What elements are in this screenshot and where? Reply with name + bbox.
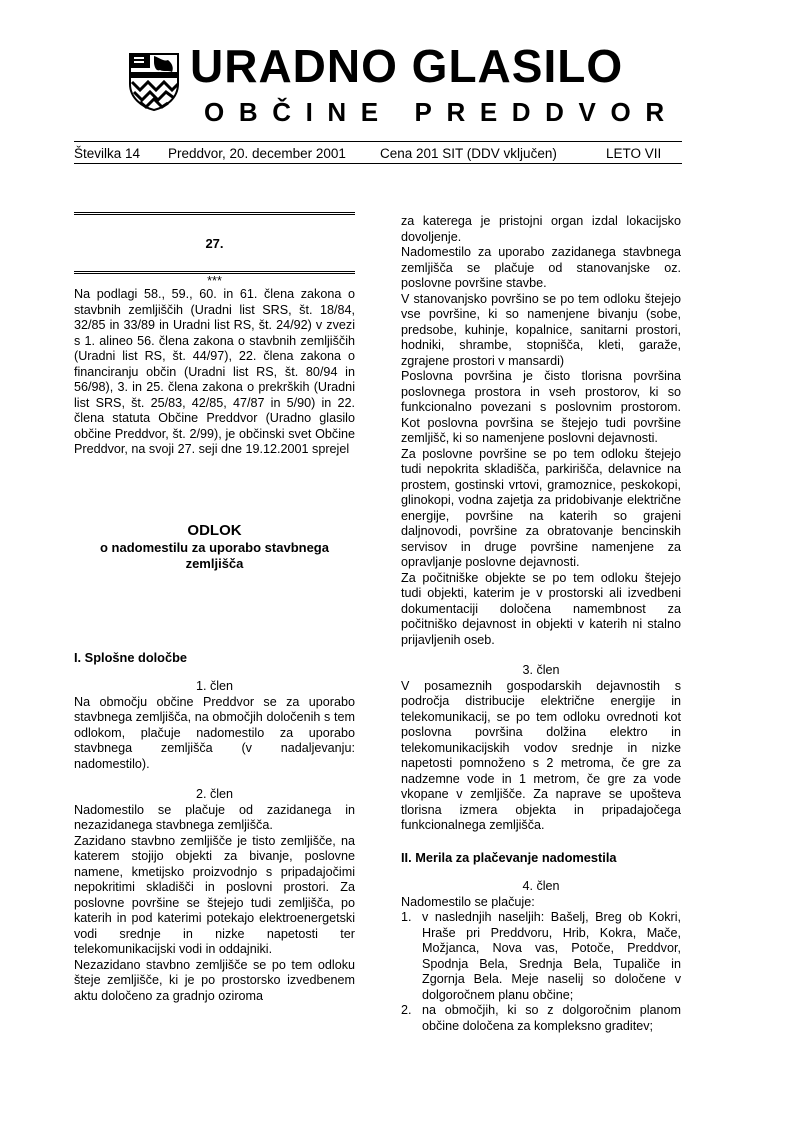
preamble: Na podlagi 58., 59., 60. in 61. člena zakona o stavbnih zemljiščih (Uradni list SRS, št. 18/84, 32/85 in 33/89 in Uradni list RS, št. 24/92) v zvezi s 1. alineo 56. člena zakona o stavbnih zemljiščih (Uradni list RS, št. 44/97), 22. člena zakona o financiranju občin (Uradni list RS, št. 80/94 in 56/98), 3. in 25. člena zakona o prekrških (Uradni list SRS, št. 25/83, 42/85, 47/87 in 5/90) in 22. člena statuta Občine Preddvor (Uradno glasilo občine Preddvor, št. 2/99), je občinski svet Občine Preddvor, na svoji 27. seji dne 19.12.2001 sprejel: [74, 287, 355, 456]
section-heading-criteria: II. Merila za plačevanje nadomestila: [401, 849, 617, 865]
article-1-text: Na območju občine Preddvor se za uporabo stavbnega zemljišča, na območjih določenih s tem odlokom, plačuje nadomestilo za uporabo stavbnega zemljišča (v nadaljevanju: nadomestilo).: [74, 694, 355, 771]
paragraph-location-permit: za katerega je pristojni organ izdal lokacijsko dovoljenje.: [401, 214, 681, 244]
right-column: [401, 214, 681, 1034]
article-2-paragraph-1: Nadomestilo se plačuje od zazidanega in nezazidanega stavbnega zemljišča.: [74, 802, 355, 832]
article-3-heading: 3. člen: [522, 663, 560, 677]
header-rule-bottom: [74, 163, 682, 164]
masthead-subtitle: OBČINE PREDDVOR: [204, 97, 679, 127]
list-item-text: v naslednjih naseljih: Bašelj, Breg ob Kokri, Hraše pri Preddvoru, Hrib, Kokra, Mače, Možjanca, Nova vas, Potoče, Preddvor, Spodnja Bela, Srednja Bela, Tupaliče in Zgornja Bela. Meje naselij so določene v dolgoročnem planu občine;: [422, 910, 681, 1002]
paragraph-business-surfaces: Za poslovne površine se po tem odloku štejejo tudi nepokrita skladišča, parkirišča, delavnice na prostem, gostinski vrtovi, gramoznice, peskokopi, glinokopi, vodna zajetja za pridobivanje električne energije, površine na katerih so grajeni daljnovodi, površine za obratovanje bencinskih servisov in druge površine namenjene za opravljanje poslovne dejavnosti.: [401, 446, 681, 569]
article-2-paragraph-2: Zazidano stavbno zemljišče je tisto zemljišče, na katerem stojijo objekti za bivanje, poslovne namene, kmetijsko proizvodnjo s pripadajočimi nepokritimi skladišči in poslovni prostori. Za poslovne površine se štejejo tudi zemljišča, po katerih in pod katerimi potekajo elektroenergetski vodi srednje in nizke napetosti ter telekomunikacijski vodi in oddajniki.: [74, 833, 355, 956]
list-item-number: 2.: [401, 1003, 412, 1017]
header-rule-top: [74, 141, 682, 142]
paragraph-business-area: Poslovna površina je čisto tlorisna površina poslovnega prostora in vseh prostorov, ki so funkcionalno povezani s poslovnim prostorom. Kot poslovna površina se štejejo tudi površine zemljišč, ki so namenjene poslovni dejavnosti.: [401, 369, 681, 445]
article-2-heading: 2. člen: [195, 787, 234, 801]
issue-number: Številka 14: [74, 146, 141, 161]
paragraph-built-land-fee: Nadomestilo za uporabo zazidanega stavbnega zemljišča se plačuje od stanovanjske oz. poslovne površine stavbe.: [401, 245, 681, 290]
issue-info-row: [74, 145, 682, 163]
decree-heading: [74, 521, 355, 572]
section-number: 27.: [205, 236, 224, 251]
article-4-heading: 4. člen: [522, 879, 560, 893]
article-1-heading: 1. člen: [195, 679, 234, 693]
list-item: [401, 1003, 681, 1034]
article-3-text: V posameznih gospodarskih dejavnostih s področja distribucije električne energije in telekomunikacij, se po tem odloku ovrednoti kot poslovna površina dolžina elektro in telekomunikacijskih vodov srednje in nizke napetosti pomnoženo s 2 metroma, če gre za nadzemne vode in 1 metrom, če gre za vode vkopane v zemljišče. Za naprave se upošteva tlorisna izmera objekta in pripadajočega funkcionalnega zemljišča.: [401, 678, 681, 832]
list-item: [401, 910, 681, 1003]
decree-subtitle-2: zemljišča: [185, 555, 244, 571]
article-4-intro: Nadomestilo se plačuje:: [401, 894, 535, 909]
paragraph-residential-area: V stanovanjsko površino se po tem odloku štejejo vse površine, ki so namenjene bivanju (sobe, predsobe, kuhinje, kopalnice, sanitarni prostori, hodniki, shrambe, stopnišča, kleti, garaže, zgrajene prostori v mansardi): [401, 291, 681, 368]
masthead-title: URADNO GLASILO: [190, 40, 624, 92]
issue-place-date: Preddvor, 20. december 2001: [168, 146, 346, 161]
paragraph-holiday-objects: Za počitniške objekte se po tem odloku štejejo tudi objekti, katerim je v prostorski ali izvedbeni dokumentaciji določena namembnost za počitniško dejavnost in objekti v katerih ni stalno prijavljenih oseb.: [401, 570, 681, 647]
article-2-paragraph-3: Nezazidano stavbno zemljišče se po tem odloku šteje zemljišče, ki je po prostorsko izvedbenem aktu določeno za gradnjo oziroma: [74, 957, 355, 1003]
decree-subtitle-1: o nadomestilu za uporabo stavbnega: [100, 539, 329, 555]
left-column: [74, 212, 355, 1004]
issue-year: LETO VII: [606, 146, 662, 161]
list-item-number: 1.: [401, 910, 412, 924]
coat-of-arms-icon: [128, 52, 180, 112]
issue-price: Cena 201 SIT (DDV vključen): [380, 146, 557, 161]
section-heading-general: I. Splošne določbe: [74, 649, 188, 665]
stars-separator: ***: [207, 274, 222, 288]
list-item-text: na območjih, ki so z dolgoročnim planom občine določena za kompleksno graditev;: [422, 1003, 681, 1033]
decree-title: ODLOK: [187, 521, 242, 539]
